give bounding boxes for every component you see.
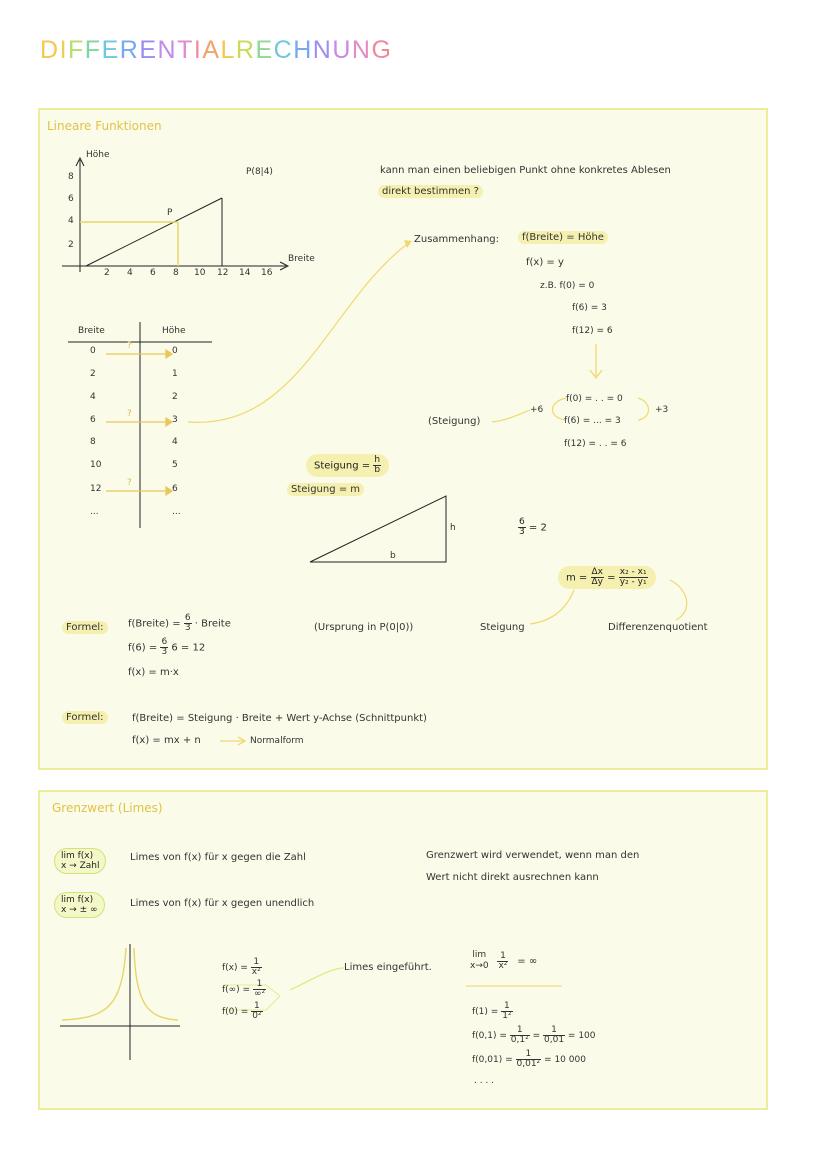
title-letter: L <box>220 36 236 64</box>
x-tick: 10 <box>194 268 206 278</box>
steigung-paren: (Steigung) <box>428 416 481 427</box>
table-cell-breite: 12 <box>90 484 102 494</box>
x-tick: 4 <box>127 268 133 278</box>
f-inf: f(∞) = $\frac{1}{\text{∞²}}$ <box>222 979 266 999</box>
normalform-label: Normalform <box>250 736 304 746</box>
table-cell-hoehe: 6 <box>172 484 178 494</box>
calc-row: f(0,01) = $\frac{1}{\text{0,01²}}$ = 10 000 <box>472 1049 586 1069</box>
formel2-line2: f(x) = mx + n <box>132 735 201 746</box>
diffq-steigung: Steigung <box>480 622 525 633</box>
title-letter: N <box>157 36 178 64</box>
zusammenhang-line: z.B. f(0) = 0 <box>540 281 595 291</box>
lim-inf-desc: Limes von f(x) für x gegen unendlich <box>130 898 315 909</box>
lim-zahl-notation: lim f(x) x → Zahl <box>54 848 106 874</box>
x-tick: 12 <box>217 268 229 278</box>
section-title: Grenzwert (Limes) <box>52 801 163 815</box>
formel1-line1: f(Breite) = $\frac{6}{3}$ · Breite <box>128 613 231 633</box>
triangle-h: h <box>450 523 456 533</box>
step-row: f(0) = . . = 0 <box>566 394 623 404</box>
diffq-label: Differenzenquotient <box>608 622 708 633</box>
title-letter: R <box>235 36 256 64</box>
question-mark: ? <box>127 478 132 488</box>
step-row: f(6) = ... = 3 <box>564 416 621 426</box>
table-header-hoehe: Höhe <box>162 326 186 336</box>
title-letter: N <box>351 36 372 64</box>
step-left: +6 <box>530 405 544 415</box>
table-cell-hoehe: 3 <box>172 415 178 425</box>
section-title: Lineare Funktionen <box>47 119 162 133</box>
title-letter: U <box>332 36 352 64</box>
y-tick: 4 <box>68 216 74 226</box>
title-letter: I <box>59 36 69 64</box>
endpoint-label: P(8|4) <box>246 167 273 177</box>
title-letter: G <box>371 36 393 64</box>
steigung-m: Steigung = m <box>287 484 364 495</box>
ursprung-note: (Ursprung in P(0|0)) <box>314 622 414 633</box>
step-right: +3 <box>655 405 669 415</box>
x-axis-label: Breite <box>288 254 315 264</box>
question-text: kann man einen beliebigen Punkt ohne konkretes Ablesen <box>380 165 671 176</box>
limes-eingefuehrt: Limes eingeführt. <box>344 962 432 973</box>
table-cell-breite: 10 <box>90 460 102 470</box>
question-mark: ? <box>127 409 132 419</box>
table-cell-breite: 4 <box>90 392 96 402</box>
limit-expression: lim x→0 $\frac{1}{\text{x²}}$ = ∞ <box>470 950 538 971</box>
x-tick: 2 <box>104 268 110 278</box>
calc-dots: . . . . <box>474 1076 495 1086</box>
grenzwert-note: Grenzwert wird verwendet, wenn man den <box>426 850 640 861</box>
table-header-breite: Breite <box>78 326 105 336</box>
table-cell-breite: 0 <box>90 346 96 356</box>
table-cell-breite: ... <box>90 507 99 517</box>
x-tick: 8 <box>173 268 179 278</box>
zusammenhang-rhs: f(Breite) = Höhe <box>518 232 608 243</box>
formel1-line2: f(6) = $\frac{6}{3}$ 6 = 12 <box>128 637 206 657</box>
zusammenhang-line: f(6) = 3 <box>572 303 607 313</box>
title-letter: D <box>40 36 60 64</box>
table-cell-hoehe: 1 <box>172 369 178 379</box>
title-letter: E <box>139 36 158 64</box>
x-tick: 14 <box>239 268 251 278</box>
table-cell-hoehe: 5 <box>172 460 178 470</box>
y-tick: 2 <box>68 240 74 250</box>
title-letter: I <box>193 36 203 64</box>
title-letter: N <box>312 36 333 64</box>
title-letter: T <box>177 36 194 64</box>
title-letter: F <box>84 36 102 64</box>
point-label: P <box>167 208 173 218</box>
formel-label: Formel: <box>62 622 108 633</box>
step-row: f(12) = . . = 6 <box>564 439 627 449</box>
grenzwert-note: Wert nicht direkt ausrechnen kann <box>426 872 599 883</box>
table-cell-hoehe: ... <box>172 507 181 517</box>
ratio: $\frac{6}{3}$ = 2 <box>519 517 547 537</box>
title-letter: R <box>119 36 140 64</box>
table-cell-hoehe: 0 <box>172 346 178 356</box>
question-mark: ? <box>127 341 132 351</box>
lim-inf-notation: lim f(x) x → ± ∞ <box>54 892 105 918</box>
title-letter: H <box>293 36 313 64</box>
formel1-line3: f(x) = m·x <box>128 667 179 678</box>
table-cell-hoehe: 2 <box>172 392 178 402</box>
triangle-b: b <box>390 551 396 561</box>
table-cell-breite: 6 <box>90 415 96 425</box>
title-letter: E <box>255 36 274 64</box>
x-tick: 16 <box>261 268 273 278</box>
calc-row: f(0,1) = $\frac{1}{\text{0,1²}}$ = $\frac{1}{0,01}$ = 100 <box>472 1025 596 1045</box>
title-letter: E <box>101 36 120 64</box>
table-cell-breite: 2 <box>90 369 96 379</box>
title-letter: C <box>273 36 294 64</box>
title-letter: A <box>202 36 221 64</box>
calc-row: f(1) = $\frac{1}{\text{1²}}$ <box>472 1001 512 1021</box>
x-tick: 6 <box>150 268 156 278</box>
zusammenhang-label: Zusammenhang: <box>414 234 500 245</box>
y-tick: 8 <box>68 172 74 182</box>
zusammenhang-line: f(12) = 6 <box>572 326 613 336</box>
formel-label: Formel: <box>62 712 108 723</box>
title-letter: F <box>68 36 85 64</box>
question-text: direkt bestimmen ? <box>378 186 483 197</box>
diffq-formula: m = $\frac{\Delta x}{\Delta y}$ = $\frac{\text{x₂ - x₁}}{\text{y₂ - y₁}}$ <box>558 566 656 589</box>
zusammenhang-line: f(x) = y <box>526 257 564 268</box>
y-tick: 6 <box>68 194 74 204</box>
lim-zahl-desc: Limes von f(x) für x gegen die Zahl <box>130 852 306 863</box>
table-cell-breite: 8 <box>90 437 96 447</box>
fx-def: f(x) = $\frac{1}{\text{x²}}$ <box>222 957 261 977</box>
y-axis-label: Höhe <box>86 150 110 160</box>
table-cell-hoehe: 4 <box>172 437 178 447</box>
steigung-definition: Steigung = $\frac{h}{b}$ <box>306 454 389 477</box>
formel2-line1: f(Breite) = Steigung · Breite + Wert y-Achse (Schnittpunkt) <box>132 713 427 724</box>
f-zero: f(0) = $\frac{1}{\text{0²}}$ <box>222 1001 262 1021</box>
